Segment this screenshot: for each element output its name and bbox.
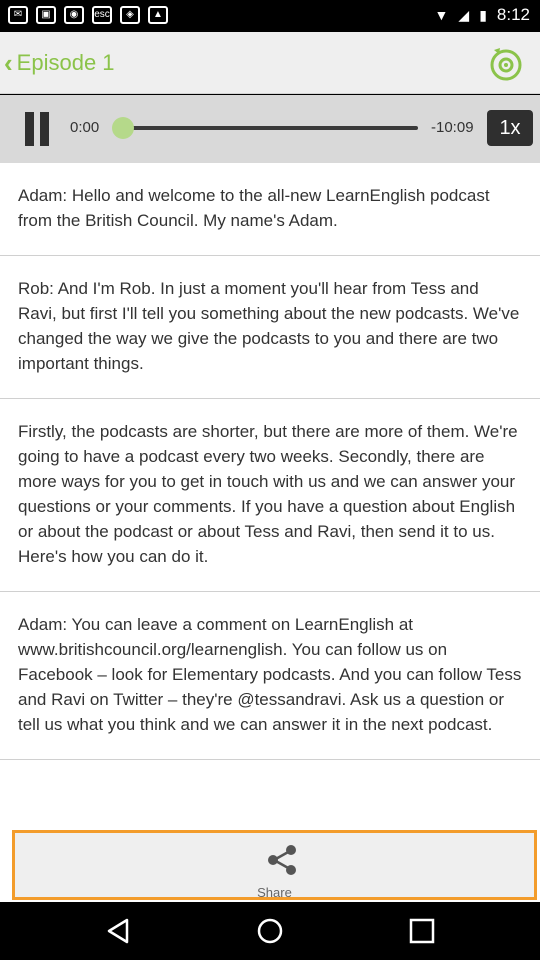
status-bar: [0, 0, 540, 32]
back-button[interactable]: [4, 44, 115, 82]
app-notification-icon: ◉: [64, 6, 84, 24]
share-button[interactable]: [12, 830, 537, 900]
app-notification-icon: ✉: [8, 6, 28, 24]
current-time: 0:00: [70, 119, 100, 136]
page-title: Episode 1: [16, 50, 115, 75]
status-time: 8:12: [496, 5, 530, 24]
playback-speed-button[interactable]: 1x: [487, 110, 533, 146]
home-nav-icon[interactable]: [255, 916, 285, 946]
recents-nav-icon[interactable]: [407, 916, 437, 946]
audio-player: [0, 95, 540, 163]
seek-handle[interactable]: [112, 117, 134, 139]
pause-button[interactable]: [22, 112, 52, 146]
app-header: [0, 32, 540, 94]
remaining-time: -10:09: [431, 119, 474, 136]
seek-bar[interactable]: [120, 126, 418, 130]
share-icon: [265, 843, 299, 877]
share-label: Share: [257, 885, 292, 900]
wifi-icon: ▼: [434, 7, 449, 23]
app-notification-icon: ▣: [36, 6, 56, 24]
back-nav-icon[interactable]: [103, 916, 133, 946]
sync-icon[interactable]: [486, 44, 526, 84]
system-status: [435, 5, 530, 25]
transcript-paragraph: Rob: And I'm Rob. In just a moment you'll hear from Tess and Ravi, but first I'll tell you something about the new podcasts. We've changed the way we give the podcasts to you and there are two important things.: [0, 256, 540, 399]
transcript-paragraph: Adam: You can leave a comment on LearnEnglish at www.britishcouncil.org/learnenglish. You can follow us on Facebook – look for Elementary podcasts. And you can follow Tess and Ravi on Twitter – they're @tessandravi. Ask us a question or tell us what you think and we can answer it in the next podcast.: [0, 592, 540, 760]
app-notification-icon: ▲: [148, 6, 168, 24]
notification-icons: [8, 6, 168, 24]
transcript-paragraph: Firstly, the podcasts are shorter, but there are more of them. We're going to have a podcast every two weeks. Secondly, there are more ways for you to get in touch with us and we can answer your questions or your comments. If you have a question about English or about the podcast or about Tess and Ravi, then send it to us. Here's how you can do it.: [0, 399, 540, 592]
system-nav-bar: [0, 902, 540, 960]
esc-icon: esc: [92, 6, 112, 24]
chevron-left-icon: ‹: [4, 47, 13, 78]
signal-icon: ◢: [458, 6, 470, 23]
app-notification-icon: ◈: [120, 6, 140, 24]
battery-icon: ▮: [479, 6, 487, 23]
share-area: [0, 826, 540, 902]
transcript-paragraph: Adam: Hello and welcome to the all-new LearnEnglish podcast from the British Council. My name's Adam.: [0, 163, 540, 256]
transcript-list[interactable]: [0, 163, 540, 828]
